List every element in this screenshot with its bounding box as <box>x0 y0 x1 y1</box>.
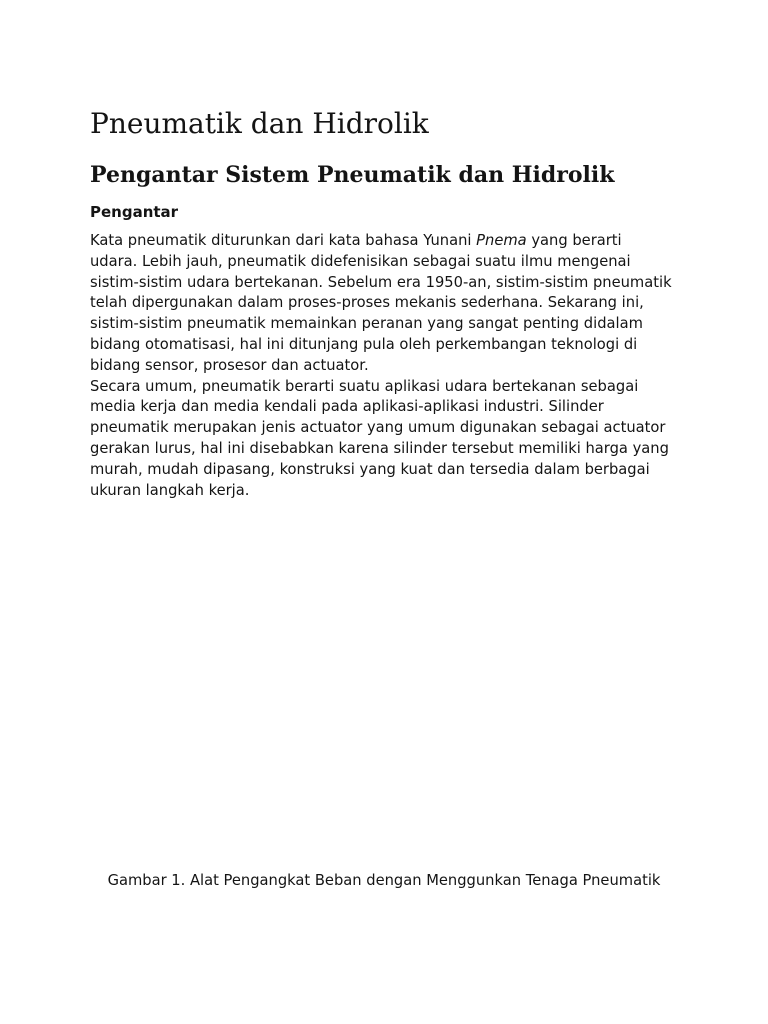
paragraph-1-line: udara. Lebih jauh, pneumatik didefenisikan sebagai suatu ilmu mengenai <box>90 252 631 270</box>
paragraph-2-line: media kerja dan media kendali pada aplikasi-aplikasi industri. Silinder <box>90 398 604 416</box>
paragraph-2-line: pneumatik merupakan jenis actuator yang umum digunakan sebagai actuator <box>90 419 666 437</box>
section-heading: Pengantar <box>90 203 179 221</box>
paragraph-1-line-1-end: yang berarti <box>526 232 622 249</box>
paragraph-1-line: sistim-sistim pneumatik memainkan peranan yang sangat penting didalam <box>90 315 643 333</box>
paragraph-1-line-1-start: Kata pneumatik diturunkan dari kata bahasa Yunani <box>90 232 477 249</box>
paragraph-2-line: murah, mudah dipasang, konstruksi yang kuat dan tersedia dalam berbagai <box>90 460 650 478</box>
body-text <box>90 231 690 501</box>
paragraph-1-line: bidang otomatisasi, hal ini ditunjang pula oleh perkembangan teknologi di <box>90 335 638 353</box>
paragraph-1-line: bidang sensor, prosesor dan actuator. <box>90 356 369 374</box>
paragraph-2-line: gerakan lurus, hal ini disebabkan karena silinder tersebut memiliki harga yang <box>90 439 669 457</box>
paragraph-1-line: sistim-sistim udara bertekanan. Sebelum era 1950-an, sistim-sistim pneumatik <box>90 273 672 291</box>
document-title: Pneumatik dan Hidrolik <box>90 107 429 140</box>
paragraph-1-line: telah dipergunakan dalam proses-proses mekanis sederhana. Sekarang ini, <box>90 294 644 312</box>
paragraph-1-line-1 <box>90 231 690 252</box>
document-subtitle: Pengantar Sistem Pneumatik dan Hidrolik <box>90 162 615 188</box>
figure-caption: Gambar 1. Alat Pengangkat Beban dengan Menggunkan Tenaga Pneumatik <box>107 872 661 889</box>
paragraph-2-line: ukuran langkah kerja. <box>90 481 250 499</box>
paragraph-2-line: Secara umum, pneumatik berarti suatu aplikasi udara bertekanan sebagai <box>90 377 639 395</box>
italic-term: Pnema <box>476 232 527 249</box>
